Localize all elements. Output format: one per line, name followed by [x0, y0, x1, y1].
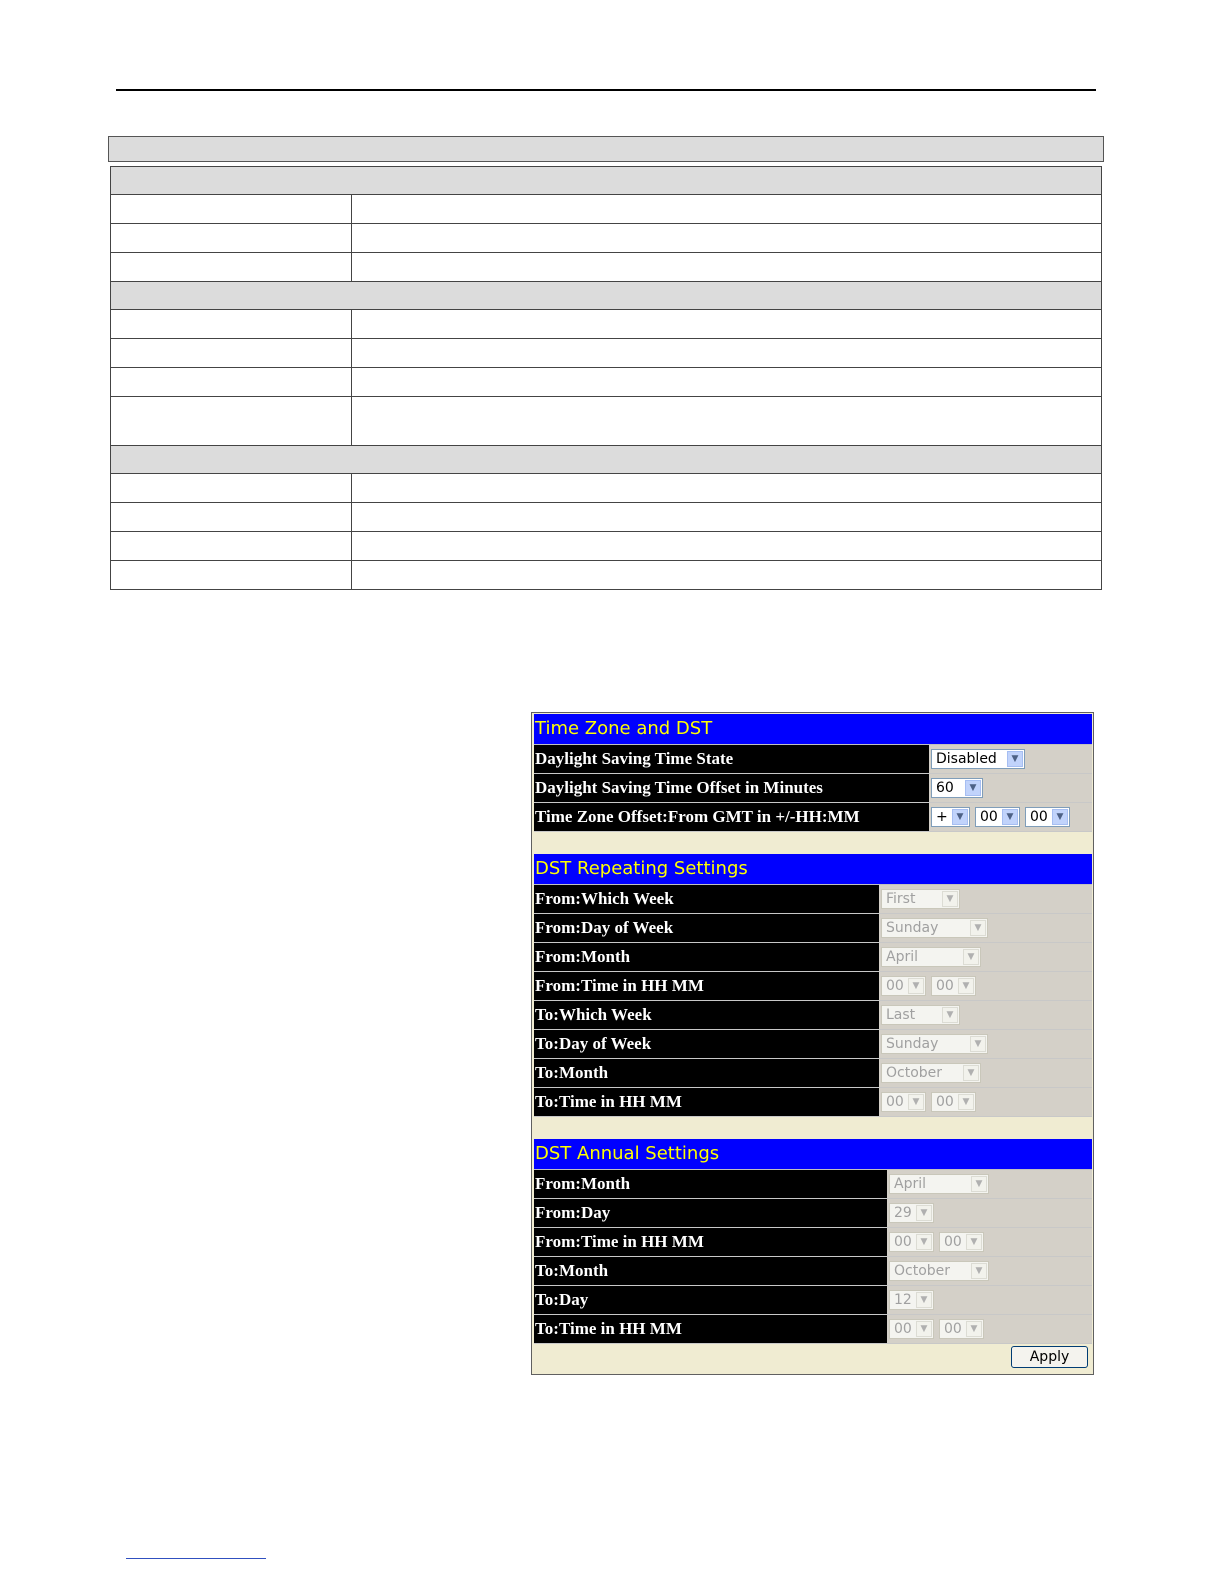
- doc-table-row: [111, 474, 1102, 503]
- doc-section-row: [111, 282, 1102, 310]
- rep-to-hour-select[interactable]: 00 ▼: [881, 1092, 926, 1112]
- rep-to-time-row: [534, 1088, 1092, 1117]
- rep-to-week-label: To:Which Week: [534, 1001, 879, 1029]
- ann-to-month-row: [534, 1257, 1092, 1286]
- ann-from-time-row: [534, 1228, 1092, 1257]
- rep-to-month-row: [534, 1059, 1092, 1088]
- tz-offset-row: [534, 803, 1092, 832]
- doc-table-row: [111, 310, 1102, 339]
- doc-table-row: [111, 561, 1102, 590]
- ann-from-minute-select[interactable]: 00 ▼: [939, 1232, 984, 1252]
- rep-to-week-row: [534, 1001, 1092, 1030]
- apply-button[interactable]: Apply: [1011, 1346, 1088, 1368]
- rep-from-week-row: [534, 885, 1092, 914]
- doc-table-row: [111, 397, 1102, 446]
- chevron-down-icon: ▼: [970, 1036, 986, 1052]
- chevron-down-icon: ▼: [970, 920, 986, 936]
- apply-row: [534, 1344, 1092, 1370]
- chevron-down-icon: ▼: [942, 891, 958, 907]
- chevron-down-icon: ▼: [963, 1065, 979, 1081]
- ann-to-month-label: To:Month: [534, 1257, 887, 1285]
- ann-from-time-label: From:Time in HH MM: [534, 1228, 887, 1256]
- dst-state-select[interactable]: Disabled ▼: [931, 749, 1025, 769]
- rep-from-month-row: [534, 943, 1092, 972]
- ann-from-hour-select[interactable]: 00 ▼: [889, 1232, 934, 1252]
- rep-from-day-row: [534, 914, 1092, 943]
- chevron-down-icon: ▼: [966, 1321, 982, 1337]
- chevron-down-icon: ▼: [971, 1263, 987, 1279]
- chevron-down-icon: ▼: [916, 1292, 932, 1308]
- rep-to-day-label: To:Day of Week: [534, 1030, 879, 1058]
- tz-dst-header: Time Zone and DST: [534, 714, 1092, 745]
- chevron-down-icon: ▼: [966, 1234, 982, 1250]
- section-spacer: [534, 832, 1092, 854]
- chevron-down-icon: ▼: [1002, 809, 1018, 825]
- section-spacer: [534, 1117, 1092, 1139]
- rep-to-month-label: To:Month: [534, 1059, 879, 1087]
- dst-repeating-header: DST Repeating Settings: [534, 854, 1092, 885]
- rep-from-day-label: From:Day of Week: [534, 914, 879, 942]
- chevron-down-icon: ▼: [1052, 809, 1068, 825]
- ann-from-month-label: From:Month: [534, 1170, 887, 1198]
- chevron-down-icon: ▼: [908, 1094, 924, 1110]
- ann-from-month-row: [534, 1170, 1092, 1199]
- ann-to-time-label: To:Time in HH MM: [534, 1315, 887, 1343]
- rep-from-month-select[interactable]: April ▼: [881, 947, 981, 967]
- tz-hour-select[interactable]: 00 ▼: [975, 807, 1020, 827]
- panel-content: [534, 714, 1092, 1370]
- dst-state-label: Daylight Saving Time State: [534, 745, 929, 773]
- ann-to-month-select[interactable]: October ▼: [889, 1261, 989, 1281]
- doc-table-row: [111, 368, 1102, 397]
- rep-from-time-row: [534, 972, 1092, 1001]
- tz-offset-label: Time Zone Offset:From GMT in +/-HH:MM: [534, 803, 929, 831]
- doc-table-row: [111, 224, 1102, 253]
- dst-offset-label: Daylight Saving Time Offset in Minutes: [534, 774, 929, 802]
- rep-to-day-select[interactable]: Sunday ▼: [881, 1034, 988, 1054]
- dst-offset-select[interactable]: 60 ▼: [931, 778, 983, 798]
- ann-to-time-row: [534, 1315, 1092, 1344]
- header-rule: [116, 89, 1096, 91]
- ann-from-day-select[interactable]: 29 ▼: [889, 1203, 934, 1223]
- doc-section-row: [111, 446, 1102, 474]
- chevron-down-icon: ▼: [916, 1234, 932, 1250]
- chevron-down-icon: ▼: [908, 978, 924, 994]
- chevron-down-icon: ▼: [1007, 751, 1023, 767]
- ann-to-day-label: To:Day: [534, 1286, 887, 1314]
- ann-from-month-select[interactable]: April ▼: [889, 1174, 989, 1194]
- ann-to-day-row: [534, 1286, 1092, 1315]
- dst-annual-header: DST Annual Settings: [534, 1139, 1092, 1170]
- chevron-down-icon: ▼: [916, 1205, 932, 1221]
- tz-minute-select[interactable]: 00 ▼: [1025, 807, 1070, 827]
- doc-table-row: [111, 339, 1102, 368]
- rep-to-time-label: To:Time in HH MM: [534, 1088, 879, 1116]
- rep-to-week-select[interactable]: Last ▼: [881, 1005, 960, 1025]
- rep-from-month-label: From:Month: [534, 943, 879, 971]
- tz-sign-select[interactable]: + ▼: [931, 807, 970, 827]
- dst-state-row: [534, 745, 1092, 774]
- rep-to-day-row: [534, 1030, 1092, 1059]
- doc-section-row: [111, 167, 1102, 195]
- rep-from-hour-select[interactable]: 00 ▼: [881, 976, 926, 996]
- rep-from-week-select[interactable]: First ▼: [881, 889, 960, 909]
- chevron-down-icon: ▼: [971, 1176, 987, 1192]
- time-zone-dst-panel: [531, 712, 1094, 1375]
- ann-from-day-row: [534, 1199, 1092, 1228]
- doc-table-title-bar: [108, 136, 1104, 162]
- doc-parameter-table: [110, 166, 1102, 590]
- doc-table-row: [111, 503, 1102, 532]
- rep-to-month-select[interactable]: October ▼: [881, 1063, 981, 1083]
- rep-from-time-label: From:Time in HH MM: [534, 972, 879, 1000]
- rep-from-minute-select[interactable]: 00 ▼: [931, 976, 976, 996]
- rep-from-day-select[interactable]: Sunday ▼: [881, 918, 988, 938]
- chevron-down-icon: ▼: [942, 1007, 958, 1023]
- dst-offset-row: [534, 774, 1092, 803]
- ann-from-day-label: From:Day: [534, 1199, 887, 1227]
- rep-from-week-label: From:Which Week: [534, 885, 879, 913]
- doc-table-row: [111, 253, 1102, 282]
- ann-to-minute-select[interactable]: 00 ▼: [939, 1319, 984, 1339]
- ann-to-hour-select[interactable]: 00 ▼: [889, 1319, 934, 1339]
- doc-table-row: [111, 532, 1102, 561]
- chevron-down-icon: ▼: [952, 809, 968, 825]
- rep-to-minute-select[interactable]: 00 ▼: [931, 1092, 976, 1112]
- chevron-down-icon: ▼: [916, 1321, 932, 1337]
- chevron-down-icon: ▼: [958, 1094, 974, 1110]
- doc-table-row: [111, 195, 1102, 224]
- chevron-down-icon: ▼: [958, 978, 974, 994]
- chevron-down-icon: ▼: [965, 780, 981, 796]
- ann-to-day-select[interactable]: 12 ▼: [889, 1290, 934, 1310]
- chevron-down-icon: ▼: [963, 949, 979, 965]
- footer-link-underline: [126, 1558, 266, 1559]
